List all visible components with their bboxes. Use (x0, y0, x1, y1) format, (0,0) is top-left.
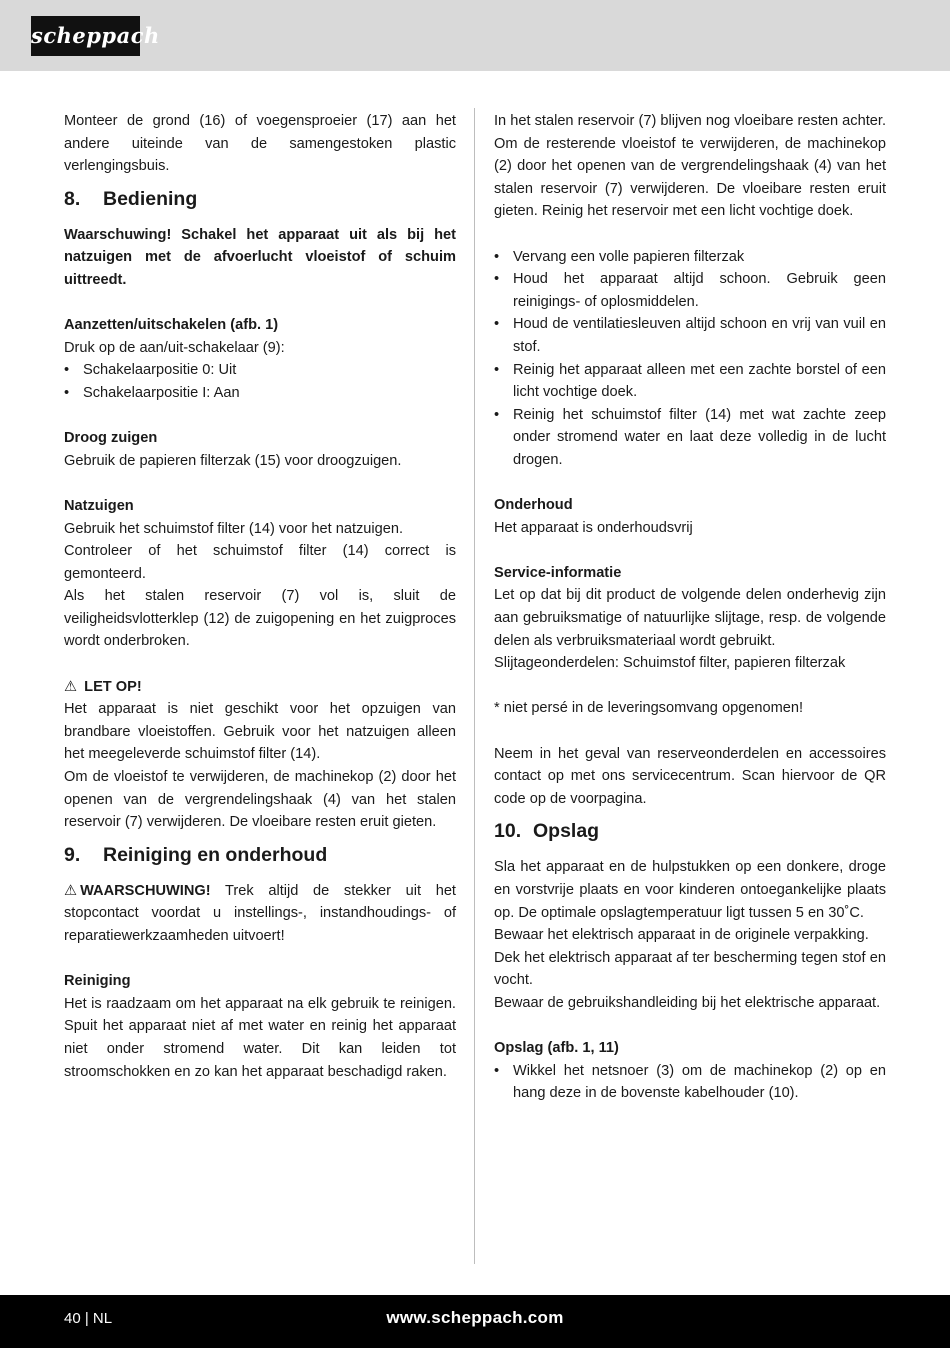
warning-triangle-icon: ⚠ (64, 882, 78, 899)
section-title: Bediening (103, 187, 198, 210)
dry-text: Gebruik de papieren filterzak (15) voor droogzuigen. (64, 452, 402, 469)
subheading-maintenance: Onderhoud (494, 497, 573, 514)
storage-text: Sla het apparaat en de hulpstukken op een donkere, droge en vorstvrije plaats en voor kinderen ontoegankelijke plaats op. De optimale opslagtemperatuur ligt tussen 5 en 30˚C. (494, 859, 886, 921)
warning-triangle-icon: ⚠ (64, 678, 78, 695)
reservoir-paragraph: In het stalen reservoir (7) blijven nog vloeibare resten achter. Om de resterende vloeistof te verwijderen, de machinekop (2) door het openen van de vergrendelingshaak (4) van het stalen reservoir (7) verwijderen. De vloeibare resten eruit gieten. Reinig het reservoir met een licht vochtige doek. (494, 113, 886, 220)
onoff-text: Druk op de aan/uit-schakelaar (9): (64, 339, 285, 356)
warning-paragraph-2 (64, 880, 456, 948)
list-item: • Reinig het schuimstof filter (14) met wat zachte zeep onder stromend water en laat deze volledig in de lucht drogen. (494, 404, 886, 472)
service-text: Let op dat bij dit product de volgende delen onderhevig zijn aan gebruiksmatige of natuurlijke slijtage, resp. de volgende delen als verbruiksmateriaal wordt gebruikt. (494, 587, 886, 649)
list-item: • Vervang een volle papieren filterzak (494, 246, 886, 269)
section-title: Reiniging en onderhoud (103, 843, 328, 866)
subheading-service: Service-informatie (494, 564, 622, 581)
website-link[interactable]: www.scheppach.com (386, 1308, 564, 1327)
section-title: Opslag (533, 820, 600, 843)
wet-text: Gebruik het schuimstof filter (14) voor het natzuigen. (64, 520, 404, 537)
warning-text: Trek altijd de stekker uit het stopcontact voordat u instellings-, instandhoudings- of reparatiewerkzaamheden uitvoert! (64, 882, 456, 944)
section-heading-10 (494, 820, 886, 842)
list-item: • Houd de ventilatiesleuven altijd schoon en vrij van vuil en stof. (494, 313, 886, 358)
storage-list (494, 1060, 886, 1105)
caution-heading (64, 676, 456, 699)
list-item: • Schakelaarpositie 0: Uit (64, 359, 456, 382)
subheading-wet: Natzuigen (64, 497, 134, 514)
left-column (64, 110, 456, 1083)
list-item: • Reinig het apparaat alleen met een zachte borstel of een licht vochtige doek. (494, 359, 886, 404)
footnote: * niet persé in de leveringsomvang opgenomen! (494, 700, 804, 717)
intro-paragraph: Monteer de grond (16) of voegensproeier (17) aan het andere uiteinde van de samengestoken plastic verlengingsbuis. (64, 113, 456, 175)
spare-parts-text: Neem in het geval van reserveonderdelen en accessoires contact op met ons servicecentrum. Scan hiervoor de QR code op de voorpagina. (494, 745, 886, 807)
cleaning-text: Het is raadzaam om het apparaat na elk gebruik te reinigen. Spuit het apparaat niet af met water en reinig het apparaat niet onder stromend water. Dit kan leiden tot stroomschokken en zo kan het apparaat beschadigd raken. (64, 995, 456, 1080)
section-number: 10. (494, 820, 522, 843)
list-item: • Houd het apparaat altijd schoon. Gebruik geen reinigings- of oplosmiddelen. (494, 268, 886, 313)
storage-text: Bewaar de gebruikshandleiding bij het elektrische apparaat. (494, 994, 881, 1011)
list-item: • Schakelaarpositie I: Aan (64, 382, 456, 405)
page-number: 40 | NL (64, 1310, 113, 1327)
section-number: 9. (64, 843, 81, 866)
subheading-storage: Opslag (afb. 1, 11) (494, 1040, 619, 1057)
brand-logo: scheppach (31, 16, 140, 56)
service-text: Slijtageonderdelen: Schuimstof filter, papieren filterzak (494, 655, 846, 672)
storage-text: Dek het elektrisch apparaat af ter bescherming tegen stof en vocht. (494, 949, 886, 989)
column-divider (474, 108, 475, 1264)
section-heading-8 (64, 188, 456, 210)
section-heading-9 (64, 844, 456, 866)
section-number: 8. (64, 187, 81, 210)
caution-text: Om de vloeistof te verwijderen, de machinekop (2) door het openen van de vergrendelingshaak (4) van het stalen reservoir (7) verwijderen. De vloeibare resten eruit gieten. (64, 769, 456, 831)
right-column (494, 110, 886, 1105)
subheading-onoff: Aanzetten/uitschakelen (afb. 1) (64, 317, 279, 334)
cleaning-list (494, 246, 886, 472)
wet-text: Controleer of het schuimstof filter (14) correct is gemonteerd. (64, 543, 456, 582)
caution-title: LET OP! (84, 678, 142, 695)
warning-paragraph: Waarschuwing! Schakel het apparaat uit als bij het natzuigen met de afvoerlucht vloeistof of schuim uittreedt. (64, 226, 456, 288)
subheading-dry: Droog zuigen (64, 430, 158, 447)
list-item: • Wikkel het netsnoer (3) om de machinekop (2) op en hang deze in de bovenste kabelhouder (10). (494, 1060, 886, 1105)
onoff-list (64, 359, 456, 404)
maintenance-text: Het apparaat is onderhoudsvrij (494, 519, 693, 536)
storage-text: Bewaar het elektrisch apparaat in de originele verpakking. (494, 927, 869, 944)
wet-text: Als het stalen reservoir (7) vol is, sluit de veiligheidsvlotterklep (12) de zuigopening en het zuigproces wordt onderbroken. (64, 588, 456, 650)
warning-label: WAARSCHUWING! (80, 882, 211, 899)
subheading-cleaning: Reiniging (64, 973, 131, 990)
caution-text: Het apparaat is niet geschikt voor het opzuigen van brandbare vloeistoffen. Gebruik voor het natzuigen alleen het meegeleverde schuimstof filter (14). (64, 701, 456, 763)
